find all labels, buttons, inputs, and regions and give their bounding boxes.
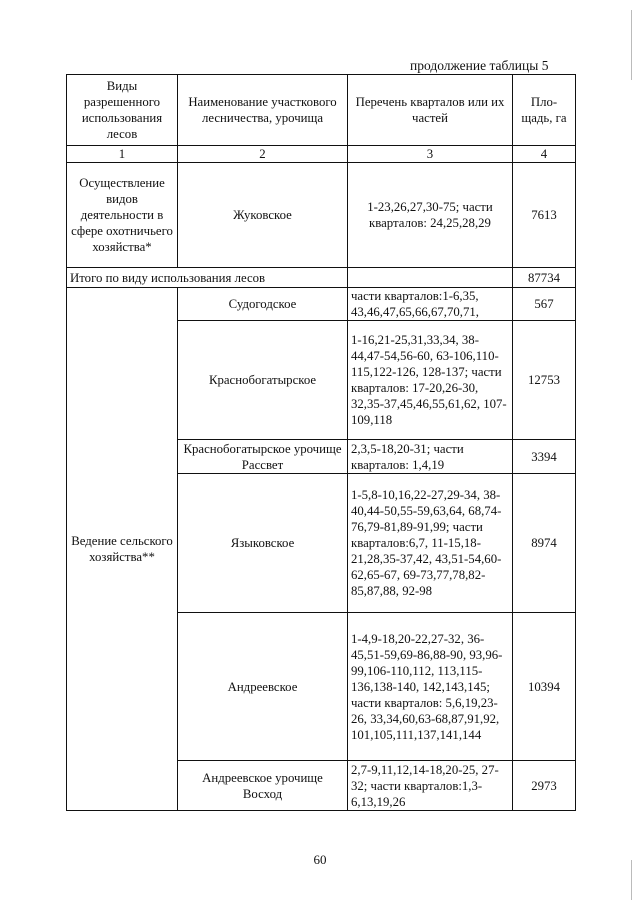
quarters-cell: 2,3,5-18,20-31; части кварталов: 1,4,19 [348, 440, 513, 474]
column-number-row [67, 146, 576, 163]
col-header-quarters: Перечень кварталов или их частей [348, 75, 513, 146]
table-row [67, 163, 576, 268]
scan-edge-mark [631, 10, 632, 80]
forestry-cell: Краснобогатырское [178, 321, 348, 440]
forestry-cell: Краснобогатырское урочище Рассвет [178, 440, 348, 474]
continuation-caption: продолжение таблицы 5 [410, 58, 549, 73]
table-row [67, 288, 576, 321]
forestry-cell: Языковское [178, 474, 348, 613]
quarters-cell: 1-4,9-18,20-22,27-32, 36-45,51-59,69-86,88-90, 93,96-99,106-110,112, 113,115-136,138-140, 142,143,145; части кварталов: 5,6,19,23-26, 33,34,60,63-68,87,91,92, 101,105,111,137,141,144 [348, 613, 513, 761]
use-type-cell: Осуществление видов деятельности в сфере охотничьего хозяйства* [67, 163, 178, 268]
quarters-cell: 1-23,26,27,30-75; части кварталов: 24,25,28,29 [348, 163, 513, 268]
total-quarters-cell [348, 268, 513, 288]
quarters-cell: 1-5,8-10,16,22-27,29-34, 38-40,44-50,55-59,63,64, 68,74-76,79-81,89-91,99; части кварталов:6,7, 11-15,18-21,28,35-37,42, 43,51-54,60-62,65-67, 69-73,77,78,82-85,87,88, 92-98 [348, 474, 513, 613]
col-header-use: Виды разрешенного использования лесов [67, 75, 178, 146]
quarters-cell: 1-16,21-25,31,33,34, 38-44,47-54,56-60, 63-106,110-115,122-126, 128-137; части кварталов: 17-20,26-30, 32,35-37,45,46,55,61,62, 107-109,118 [348, 321, 513, 440]
col-header-area: Пло-щадь, га [513, 75, 576, 146]
area-cell: 3394 [513, 440, 576, 474]
forestry-cell: Жуковское [178, 163, 348, 268]
area-cell: 8974 [513, 474, 576, 613]
col-number: 4 [513, 146, 576, 163]
col-number: 3 [348, 146, 513, 163]
col-number: 2 [178, 146, 348, 163]
total-row [67, 268, 576, 288]
scan-edge-mark [631, 860, 632, 900]
total-area: 87734 [513, 268, 576, 288]
forestry-cell: Судогодское [178, 288, 348, 321]
area-cell: 12753 [513, 321, 576, 440]
area-cell: 567 [513, 288, 576, 321]
col-number: 1 [67, 146, 178, 163]
col-header-forestry: Наименование участкового лесничества, урочища [178, 75, 348, 146]
area-cell: 2973 [513, 761, 576, 811]
forestry-cell: Андреевское урочище Восход [178, 761, 348, 811]
area-cell: 7613 [513, 163, 576, 268]
quarters-cell: части кварталов:1-6,35, 43,46,47,65,66,67,70,71, [348, 288, 513, 321]
use-type-cell: Ведение сельского хозяйства** [67, 288, 178, 811]
total-label: Итого по виду использования лесов [67, 268, 348, 288]
page-number: 60 [313, 852, 327, 867]
area-cell: 10394 [513, 613, 576, 761]
header-row [67, 75, 576, 146]
forest-use-table [66, 74, 576, 811]
forestry-cell: Андреевское [178, 613, 348, 761]
quarters-cell: 2,7-9,11,12,14-18,20-25, 27-32; части кварталов:1,3-6,13,19,26 [348, 761, 513, 811]
